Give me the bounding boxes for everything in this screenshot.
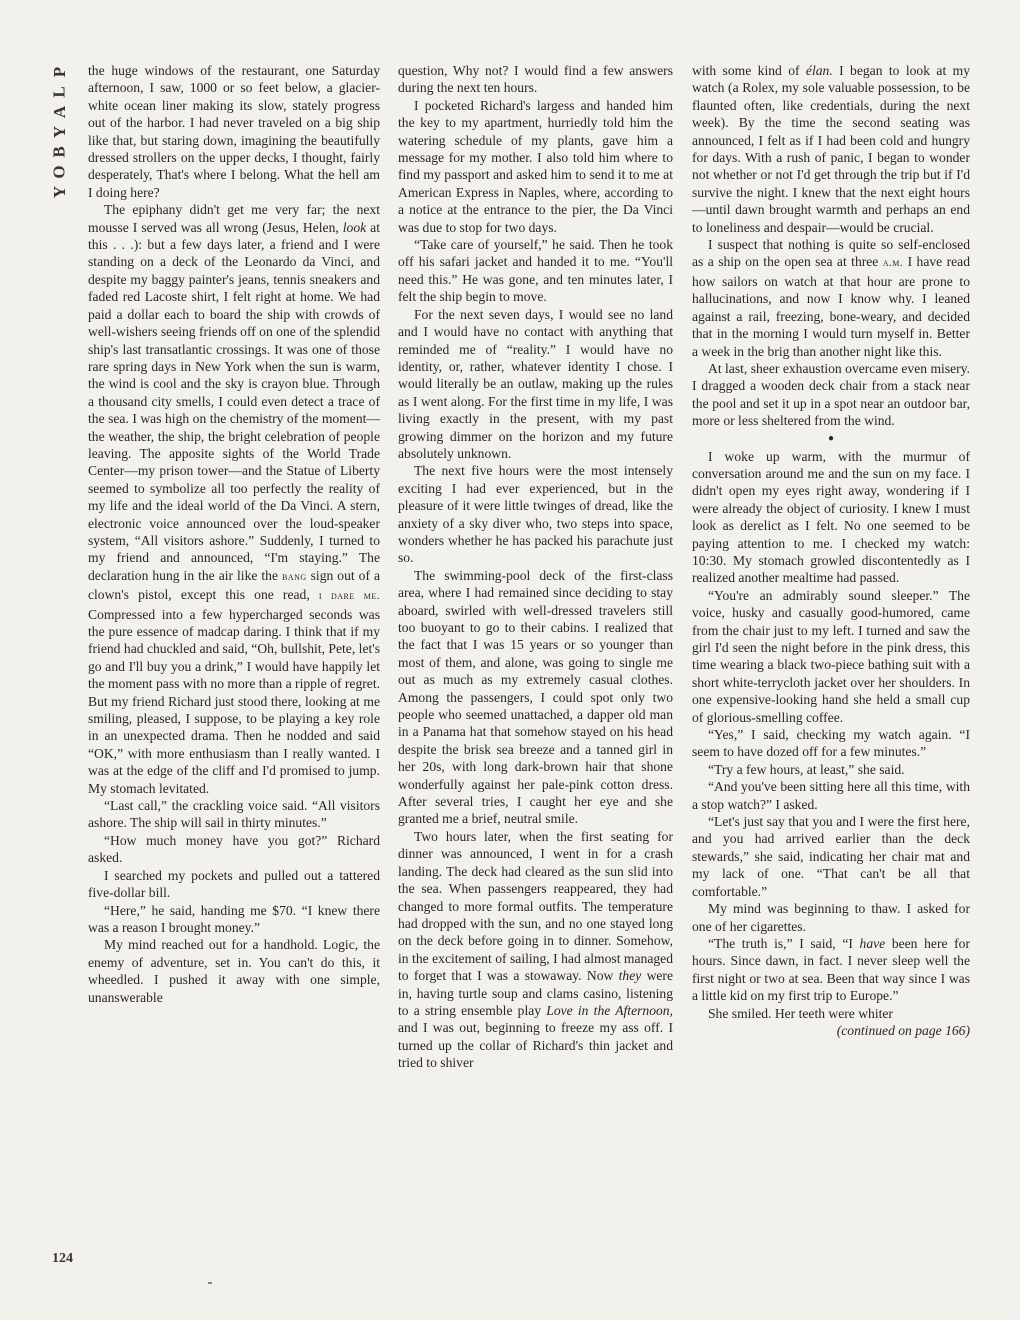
page-number: 124 [52,1251,73,1266]
continuation-note: (continued on page 166) [836,1022,970,1038]
paragraph: Two hours later, when the first seating for dinner was announced, I went in for a crash landing. The deck had cleared as the sun slid into the sea. When passengers reappeared, they had changed to more formal outfits. The temperature had dropped with the sun, and no one stayed long on the deck before going in to dinner. Somehow, in the excitement of sailing, I had almost managed to forget that I was a stowaway. Now they were in, having turtle soup and clams casino, listening to a string ensemble play Love in the Afternoon, and I was out, beginning to freeze my ass off. I turned up the collar of Richard's thin jacket and tried to shiver [398,828,673,1071]
paragraph: “Take care of yourself,” he said. Then he took off his safari jacket and handed it to me. “You'll need this.” He was gone, and ten minutes later, I felt the ship begin to move. [398,237,673,305]
masthead-letter: L [50,86,69,98]
paragraph: My mind reached out for a handhold. Logic, the enemy of adventure, set in. You can't do this, it wheedled. I pushed it away with one simple, unanswerable [88,937,380,1005]
ink-mark [208,1282,212,1284]
text-column-3 [692,62,970,1039]
paragraph: The next five hours were the most intensely exciting I had ever experienced, but in the pleasure of it were little twinges of dread, like the anxiety of a sky diver who, two steps into space, wonders whether he has packed his parachute just so. [398,463,673,566]
paragraph: “Let's just say that you and I were the first here, and you had arrived earlier than the deck stewards,” she said, indicating her chair mat and my lack of one. “That can't be all that comfortable.” [692,814,970,899]
paragraph: I searched my pockets and pulled out a tattered five-dollar bill. [88,867,380,901]
paragraph: “And you've been sitting here all this time, with a stop watch?” I asked. [692,779,970,812]
paragraph: At last, sheer exhaustion overcame even misery. I dragged a wooden deck chair from a stack near the pool and set it up in a spot near an outdoor bar, more or less sheltered from the wind. [692,360,970,429]
paragraph: I woke up warm, with the murmur of conversation around me and the sun on my face. I didn't open my eyes right away, wondering if I were already the object of curiosity. I knew I must look as derelict as I felt. No one seemed to be paying attention to me. I checked my watch: 10:30. My stomach growled discontentedly as I realized another mealtime had passed. [692,448,970,586]
text-column-2 [398,62,673,1072]
paragraph: “You're an admirably sound sleeper.” The voice, husky and casually good-humored, came from the chair just to my left. I turned and saw the girl I'd seen the night before in the pink dress, this time wearing a black two-piece bathing suit with a short white-terrycloth jacket over her shoulders. In one expensive-looking hand she held a small cup of glorious-smelling coffee. [692,587,970,725]
paragraph: “The truth is,” I said, “I have been here for hours. Since dawn, in fact. I never sleep well the first night or two at sea. Been that way since I was a little kid on my first trip to Europe.” [692,935,970,1004]
paragraph: My mind was beginning to thaw. I asked for one of her cigarettes. [692,901,970,934]
masthead-letter: P [49,66,69,78]
paragraph: the huge windows of the restaurant, one Saturday afternoon, I saw, 1000 or so feet below, a glacier-white ocean liner making its slow, stately progress out of the harbor. I had never traveled on a big ship like that, but staring down, imagining the beautifully dressed strollers on the upper decks, I thought, fairly desperately, That's where I belong. What the hell am I doing here? [88,63,380,200]
paragraph: with some kind of élan. I began to look at my watch (a Rolex, my sole valuable possession, to be flaunted often, like credentials, during the next week). By the time the second seating was announced, I felt as if I had been cold and hungry for days. With a rush of panic, I began to wonder not whether or not I'd get through the trip but if I'd survive the night. I knew that the next eight hours—until dawn brought warmth and perhaps an end to loneliness and despair—would be crucial. [692,63,970,235]
paragraph: “Here,” he said, handing me $70. “I knew there was a reason I brought money.” [88,902,380,935]
magazine-masthead [48,62,72,202]
masthead-letter: O [49,165,69,179]
masthead-letter: B [50,146,69,158]
text-column-1 [88,62,380,1006]
paragraph: “Try a few hours, at least,” she said. [708,761,905,777]
paragraph: I suspect that nothing is quite so self-enclosed as a ship on the open sea at three a.m. I have read how sailors on watch at that hour are prone to hallucinations, and now I know why. I leaned against a rail, freezing, bone-weary, and decided that in the morning I would turn myself in. Better a week in the brig than another night like this. [692,237,970,359]
paragraph: “Yes,” I said, checking my watch again. “I seem to have dozed off for a few minutes.” [692,727,970,760]
paragraph: question, Why not? I would find a few answers during the next ten hours. [398,63,673,96]
paragraph: “Last call,” the crackling voice said. “All visitors ashore. The ship will sail in thirty minutes.” [88,798,380,831]
masthead-letter: A [50,105,69,119]
paragraph: The epiphany didn't get me very far; the next mousse I served was all wrong (Jesus, Helen, look at this . . .): but a few days later, a friend and I were standing on a deck of the Leonardo da Vinci, and despite my baggy painter's jeans, tennis sneakers and faded red Lacoste shirt, I felt right at home. We had paid a dollar each to board the ship with crowds of well-wishers seeing friends off on one of the splendid ship's last transatlantic crossings. It was one of those rare spring days in New York when the sun is warm, the wind is cool and the sky is crayon blue. Through a thousand city smells, I could even detect a trace of the sea. I was high on the chemistry of the moment—the weather, the ship, the bright celebration of people leaving. The apposite sights of the World Trade Center—my prison tower—and the Statue of Liberty seemed to symbolize all too perfectly the reality of my life and the ideal world of the Da Vinci. A stern, electronic voice announced over the loud-speaker system, “All visitors ashore.” Suddenly, I turned to my friend and announced, “I'm staying.” The declaration hung in the air like the bang sign out of a clown's pistol, except this one read, i dare me. Compressed into a few hypercharged seconds was the pure essence of madcap daring. I think that if my friend had chuckled and said, “Oh, bullshit, Pete, let's go and I'll buy you a drink,” I would have happily let the moment pass with no more than a ripple of regret. But my friend Richard just stood there, looking at me smiling, pleased, I suppose, to be playing a key role in an unexpected drama. Then he nodded and said “OK,” with more enthusiasm than I really wanted. I was at the edge of the cliff and I'd promised to jump. My stomach levitated. [88,202,380,796]
masthead-letter: Y [50,125,69,139]
paragraph: “How much money have you got?” Richard asked. [88,832,380,866]
paragraph: I pocketed Richard's largess and handed him the key to my apartment, hurriedly told him the watering schedule of my plants, gave him a message for my mother. I also told him where to find my passport and asked him to send it to me at American Express in Naples, where, according to a notice at the entrance to the pier, the Da Vinci was due to stop for two days. [398,97,673,235]
paragraph: The swimming-pool deck of the first-class area, where I had remained since deciding to stay aboard, swirled with well-dressed travelers still too buoyant to go to their cabins. I realized that the fact that I was 15 years or so younger than most of them, and alone, was going to single me out as much as my extremely casual clothes. Among the passengers, I could spot only two people who seemed unattached, a dapper old man in a Panama hat that somehow stayed on his head despite the brisk sea breeze and a tanned girl in her 20s, with long dark-brown hair that shone wonderfully against her pale-pink cotton dress. After several tries, I caught her eye and she granted me a brief, neutral smile. [398,567,673,827]
section-break-bullet: ● [827,432,835,444]
masthead-letter: Y [50,185,69,199]
paragraph: She smiled. Her teeth were whiter [708,1005,893,1021]
paragraph: For the next seven days, I would see no land and I would have no contact with anything that reminded me of “reality.” I would have no identity, or, rather, whatever identity I chose. I would literally be an outlaw, making up the rules as I went along. For the first time in my life, I was living exactly in the present, with my past growing dimmer on the horizon and my future absolutely unknown. [398,306,673,461]
